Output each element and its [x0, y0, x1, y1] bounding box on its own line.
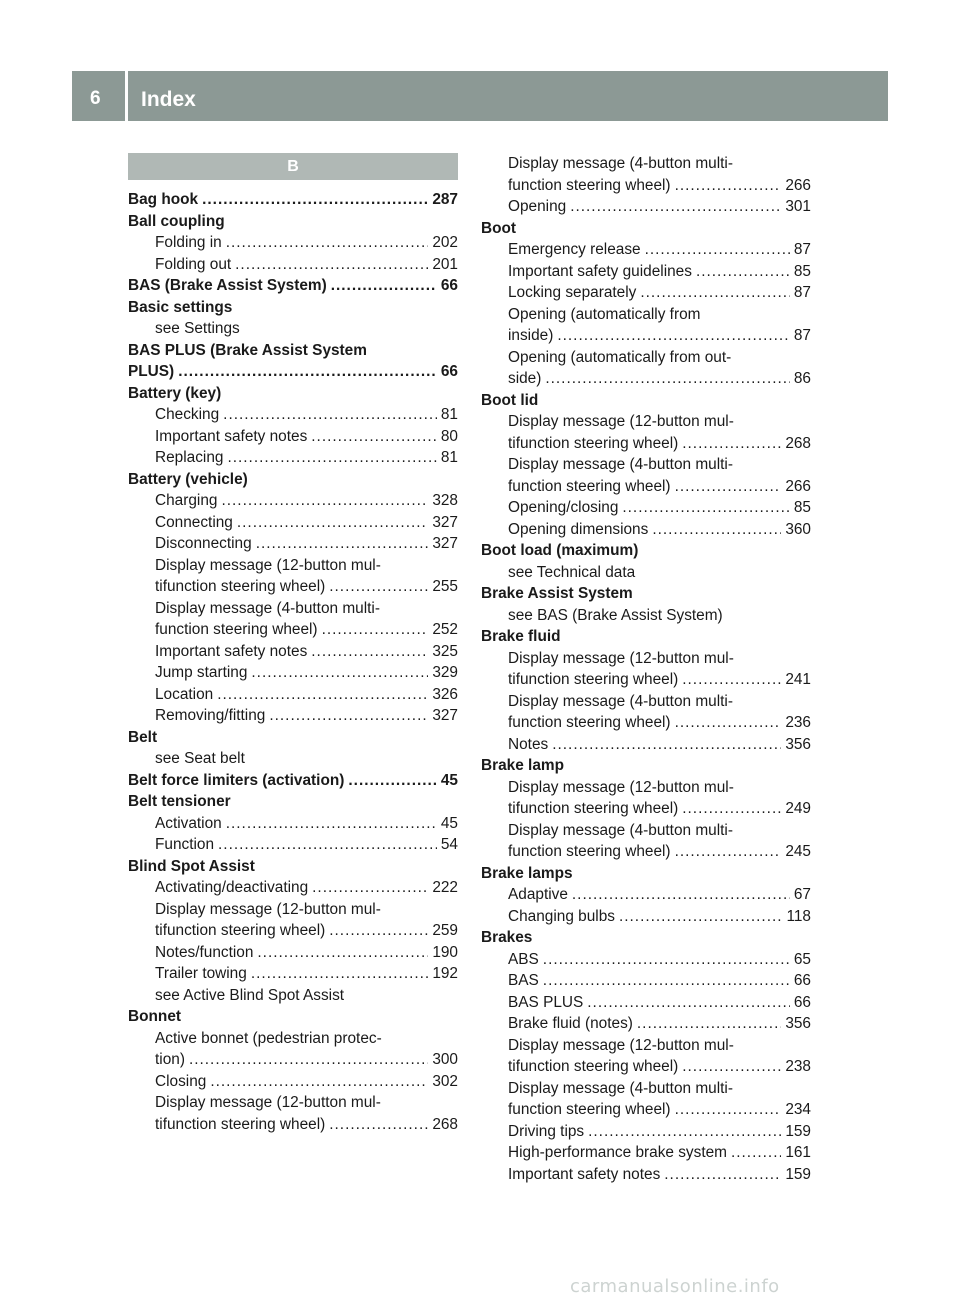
index-heading: Brake Assist System: [481, 585, 633, 602]
page-reference: 325: [432, 642, 458, 660]
page-reference: 236: [785, 714, 811, 731]
entry-label: High-performance brake system: [508, 1144, 727, 1161]
page-reference: 287: [432, 191, 458, 208]
dot-leader: [557, 325, 790, 347]
page-reference: 356: [785, 1015, 811, 1032]
index-subentry: [481, 884, 811, 906]
index-subentry-text: see BAS (Brake Assist System): [508, 606, 723, 624]
index-subentry: [128, 1114, 458, 1136]
entry-label: Adaptive: [508, 886, 568, 903]
dot-leader: [570, 196, 781, 218]
index-subentry: [128, 662, 458, 684]
entry-label: Opening/closing: [508, 499, 619, 516]
page-reference: 302: [432, 1072, 458, 1090]
index-heading-entry: [128, 361, 458, 383]
dot-leader: [348, 770, 436, 792]
index-subentry: [481, 1164, 811, 1186]
entry-label: Replacing: [155, 449, 224, 466]
page-reference: 67: [793, 886, 811, 903]
index-subentry-text: Active bonnet (pedestrian protec-: [155, 1029, 382, 1047]
entry-label: Notes/function: [155, 943, 254, 961]
entry-label: Opening dimensions: [508, 520, 649, 538]
dot-leader: [178, 361, 437, 383]
page-reference: 159: [785, 1122, 811, 1140]
index-subentry-text: Opening (automatically from out-: [508, 348, 732, 366]
index-heading: Brake lamps: [481, 864, 573, 882]
page-reference: 255: [432, 578, 458, 595]
page-reference: 66: [440, 277, 458, 294]
page-reference: 222: [432, 879, 458, 896]
entry-label: Jump starting: [155, 664, 248, 681]
page-reference: 190: [432, 943, 458, 961]
dot-leader: [543, 970, 790, 992]
entry-label: Important safety notes: [155, 427, 308, 445]
index-heading: Belt: [128, 728, 158, 746]
dot-leader: [329, 576, 428, 598]
index-subentry: [481, 519, 811, 541]
index-heading: Basic settings: [128, 298, 233, 316]
entry-label: Charging: [155, 492, 218, 509]
dot-leader: [221, 490, 428, 512]
entry-label: function steering wheel): [508, 714, 671, 731]
index-subentry: [128, 834, 458, 856]
dot-leader: [329, 920, 428, 942]
dot-leader: [664, 1164, 781, 1186]
dot-leader: [675, 841, 782, 863]
entry-label: function steering wheel): [508, 477, 671, 495]
page-reference: 327: [432, 707, 458, 724]
index-subentry-text: Display message (4-button multi-: [508, 692, 733, 710]
index-subentry: [481, 906, 811, 928]
dot-leader: [572, 884, 790, 906]
index-subentry: [481, 476, 811, 498]
dot-leader: [731, 1142, 781, 1164]
page-reference: 201: [432, 255, 458, 273]
dot-leader: [256, 533, 429, 555]
dot-leader: [311, 426, 437, 448]
entry-label: tion): [155, 1051, 185, 1068]
page-reference: 259: [432, 922, 458, 939]
dot-leader: [640, 282, 790, 304]
page-reference: 159: [785, 1165, 811, 1183]
page-reference: 86: [793, 370, 811, 387]
index-subentry: [128, 641, 458, 663]
index-subentry: [128, 512, 458, 534]
page-reference: 268: [785, 434, 811, 452]
entry-label: tifunction steering wheel): [155, 578, 326, 595]
entry-label: tifunction steering wheel): [155, 922, 326, 939]
dot-leader: [257, 942, 428, 964]
index-subentry-text: see Technical data: [508, 563, 636, 581]
dot-leader: [652, 519, 781, 541]
dot-leader: [543, 949, 790, 971]
page-reference: 118: [786, 907, 811, 925]
entry-label: Activating/deactivating: [155, 879, 309, 896]
index-entry-list: [128, 189, 458, 1135]
dot-leader: [202, 189, 428, 211]
dot-leader: [217, 684, 428, 706]
dot-leader: [682, 669, 781, 691]
index-heading-entry: [128, 275, 458, 297]
page-reference: 192: [432, 965, 458, 982]
dot-leader: [269, 705, 428, 727]
entry-label: function steering wheel): [155, 621, 318, 638]
index-subentry: [128, 404, 458, 426]
page-reference: 252: [432, 621, 458, 638]
entry-label: Locking separately: [508, 284, 637, 301]
dot-leader: [619, 906, 782, 928]
page-reference: 87: [793, 284, 811, 301]
index-heading: Brakes: [481, 929, 533, 946]
index-subentry: [481, 712, 811, 734]
index-subentry: [481, 734, 811, 756]
index-subentry: [481, 669, 811, 691]
index-subentry: [481, 1056, 811, 1078]
index-subentry: [481, 196, 811, 218]
watermark-text: carmanualsonline.info: [570, 1276, 780, 1297]
index-heading: Boot load (maximum): [481, 542, 639, 559]
page-reference: 65: [793, 950, 811, 968]
entry-label: Changing bulbs: [508, 907, 615, 925]
page-reference: 326: [432, 685, 458, 703]
page-reference: 54: [440, 836, 458, 853]
entry-label: BAS (Brake Assist System): [128, 277, 327, 294]
index-subentry: [481, 368, 811, 390]
entry-label: function steering wheel): [508, 843, 671, 860]
page-reference: 238: [785, 1058, 811, 1075]
page-reference: 300: [432, 1051, 458, 1068]
index-subentry: [128, 533, 458, 555]
index-subentry: [128, 920, 458, 942]
page-reference: 80: [440, 427, 458, 445]
index-subentry-text: Display message (4-button multi-: [508, 1079, 733, 1097]
index-subentry: [128, 619, 458, 641]
index-subentry-text: Display message (4-button multi-: [508, 456, 733, 473]
dot-leader: [645, 239, 790, 261]
dot-leader: [675, 1099, 782, 1121]
index-heading: Ball coupling: [128, 212, 225, 230]
index-subentry: [481, 175, 811, 197]
page-reference: 327: [432, 535, 458, 552]
index-subentry-text: see Seat belt: [155, 750, 245, 767]
entry-label: Disconnecting: [155, 535, 252, 552]
index-subentry: [481, 239, 811, 261]
page-reference: 85: [793, 262, 811, 280]
index-heading: Boot: [481, 219, 517, 237]
dot-leader: [329, 1114, 428, 1136]
index-subentry-text: Display message (4-button multi-: [508, 155, 733, 172]
page-reference: 87: [793, 241, 811, 258]
index-heading: Battery (vehicle): [128, 470, 248, 488]
index-subentry: [481, 841, 811, 863]
index-subentry: [128, 426, 458, 448]
index-subentry: [481, 798, 811, 820]
entry-label: tifunction steering wheel): [508, 1058, 679, 1075]
index-subentry-text: Display message (12-button mul-: [155, 556, 381, 574]
index-entry-list: [481, 153, 811, 1185]
entry-label: Opening: [508, 198, 567, 215]
index-subentry: [128, 1071, 458, 1093]
index-subentry-text: Display message (12-button mul-: [508, 413, 734, 430]
index-heading: Brake lamp: [481, 757, 564, 774]
index-subentry: [481, 1099, 811, 1121]
index-subentry: [128, 684, 458, 706]
dot-leader: [552, 734, 781, 756]
entry-label: Emergency release: [508, 241, 641, 258]
index-subentry: [128, 942, 458, 964]
index-subentry: [481, 1121, 811, 1143]
page-reference: 329: [432, 664, 458, 681]
page-reference: 66: [440, 363, 458, 380]
page-title: Index: [141, 88, 196, 111]
dot-leader: [588, 1121, 781, 1143]
entry-label: Checking: [155, 406, 220, 423]
dot-leader: [587, 992, 790, 1014]
index-column-left: [128, 153, 458, 1135]
entry-label: Trailer towing: [155, 965, 247, 982]
entry-label: BAS: [508, 972, 539, 989]
dot-leader: [637, 1013, 781, 1035]
index-subentry-text: see Active Blind Spot Assist: [155, 986, 345, 1004]
dot-leader: [675, 476, 782, 498]
index-subentry-text: see Settings: [155, 320, 240, 337]
index-heading: BAS PLUS (Brake Assist System: [128, 341, 367, 359]
page-reference: 249: [785, 800, 811, 817]
page-reference: 266: [785, 477, 811, 495]
entry-label: tifunction steering wheel): [508, 434, 679, 452]
dot-leader: [545, 368, 790, 390]
entry-label: tifunction steering wheel): [155, 1115, 326, 1133]
index-subentry: [481, 1013, 811, 1035]
page-reference: 268: [432, 1115, 458, 1133]
index-heading-entry: [128, 770, 458, 792]
entry-label: Bag hook: [128, 191, 199, 208]
index-subentry: [128, 254, 458, 276]
index-subentry-text: Display message (12-button mul-: [508, 1036, 734, 1054]
page-reference: 161: [785, 1144, 811, 1161]
dot-leader: [682, 1056, 781, 1078]
section-letter-band: B: [128, 153, 458, 180]
page-reference: 266: [785, 176, 811, 194]
page-reference: 45: [440, 771, 458, 789]
index-heading: Brake fluid: [481, 628, 561, 645]
entry-label: Important safety notes: [155, 642, 308, 660]
index-subentry: [481, 325, 811, 347]
index-subentry-text: Display message (12-button mul-: [155, 900, 381, 918]
page-reference: 87: [793, 327, 811, 344]
index-subentry: [128, 813, 458, 835]
entry-label: Function: [155, 836, 215, 853]
index-subentry-text: Display message (12-button mul-: [508, 778, 734, 796]
page-reference: 328: [432, 492, 458, 509]
page-reference: 81: [440, 406, 458, 423]
index-subentry: [128, 877, 458, 899]
index-heading: Boot lid: [481, 391, 539, 409]
entry-label: Important safety notes: [508, 1165, 661, 1183]
index-heading: Battery (key): [128, 384, 222, 402]
entry-label: Connecting: [155, 513, 233, 531]
page-reference: 202: [432, 234, 458, 251]
page-reference: 241: [785, 671, 811, 688]
entry-label: PLUS): [128, 363, 175, 380]
entry-label: Activation: [155, 814, 222, 832]
dot-leader: [622, 497, 790, 519]
page-reference: 327: [432, 513, 458, 531]
page-reference: 45: [440, 814, 458, 832]
entry-label: Driving tips: [508, 1122, 585, 1140]
index-subentry: [481, 261, 811, 283]
dot-leader: [210, 1071, 428, 1093]
index-subentry: [481, 282, 811, 304]
index-subentry: [481, 949, 811, 971]
index-subentry: [128, 1049, 458, 1071]
index-subentry: [481, 433, 811, 455]
dot-leader: [226, 813, 437, 835]
dot-leader: [675, 712, 782, 734]
entry-label: Important safety guidelines: [508, 262, 692, 280]
page-reference: 234: [785, 1101, 811, 1118]
dot-leader: [331, 275, 437, 297]
index-subentry: [481, 497, 811, 519]
index-heading: Bonnet: [128, 1008, 182, 1025]
index-subentry-text: Display message (4-button multi-: [508, 821, 733, 839]
page-reference: 301: [785, 198, 811, 215]
index-subentry: [128, 232, 458, 254]
page-reference: 81: [440, 449, 458, 466]
entry-label: BAS PLUS: [508, 993, 584, 1011]
index-subentry: [128, 963, 458, 985]
index-subentry-text: Display message (12-button mul-: [155, 1094, 381, 1111]
entry-label: function steering wheel): [508, 176, 671, 194]
entry-label: inside): [508, 327, 554, 344]
dot-leader: [223, 404, 437, 426]
index-subentry: [128, 576, 458, 598]
dot-leader: [218, 834, 437, 856]
entry-label: Closing: [155, 1072, 207, 1090]
entry-label: ABS: [508, 950, 539, 968]
dot-leader: [312, 877, 428, 899]
index-subentry-text: Display message (12-button mul-: [508, 649, 734, 667]
entry-label: side): [508, 370, 542, 387]
index-heading: Belt tensioner: [128, 793, 231, 810]
dot-leader: [682, 433, 781, 455]
entry-label: function steering wheel): [508, 1101, 671, 1118]
index-subentry: [128, 490, 458, 512]
index-subentry: [481, 1142, 811, 1164]
dot-leader: [682, 798, 781, 820]
index-subentry: [128, 705, 458, 727]
dot-leader: [227, 447, 436, 469]
dot-leader: [675, 175, 782, 197]
index-subentry-text: Opening (automatically from: [508, 305, 701, 323]
entry-label: Location: [155, 685, 214, 703]
entry-label: Folding out: [155, 255, 232, 273]
dot-leader: [251, 963, 429, 985]
index-subentry: [481, 970, 811, 992]
index-subentry-text: Display message (4-button multi-: [155, 599, 380, 617]
page-reference: 85: [793, 499, 811, 516]
header-separator: [125, 71, 128, 121]
dot-leader: [226, 232, 429, 254]
page-reference: 245: [785, 843, 811, 860]
page-reference: 360: [785, 520, 811, 538]
dot-leader: [237, 512, 428, 534]
page-reference: 66: [793, 972, 811, 989]
dot-leader: [322, 619, 429, 641]
entry-label: Brake fluid (notes): [508, 1015, 633, 1032]
index-heading-entry: [128, 189, 458, 211]
index-column-right: [481, 153, 811, 1185]
dot-leader: [235, 254, 428, 276]
index-heading: Blind Spot Assist: [128, 857, 255, 875]
entry-label: Notes: [508, 735, 549, 753]
page-reference: 66: [793, 993, 811, 1011]
entry-label: tifunction steering wheel): [508, 800, 679, 817]
entry-label: Removing/fitting: [155, 707, 266, 724]
entry-label: tifunction steering wheel): [508, 671, 679, 688]
index-subentry: [481, 992, 811, 1014]
dot-leader: [189, 1049, 428, 1071]
page-number: 6: [90, 88, 101, 109]
index-subentry: [128, 447, 458, 469]
page-reference: 356: [785, 735, 811, 753]
dot-leader: [311, 641, 428, 663]
entry-label: Belt force limiters (activation): [128, 771, 345, 789]
dot-leader: [251, 662, 428, 684]
dot-leader: [696, 261, 790, 283]
entry-label: Folding in: [155, 234, 222, 251]
